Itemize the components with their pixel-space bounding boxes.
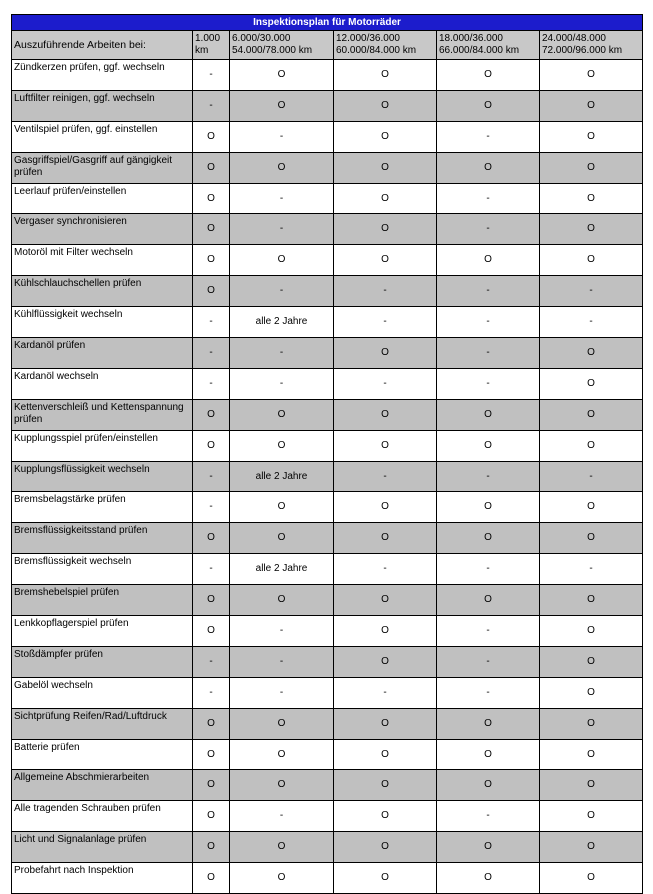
interval-cell-3: O <box>334 430 437 461</box>
interval-cell-3: O <box>334 183 437 214</box>
interval-cell-4: O <box>437 245 540 276</box>
interval-cell-5: O <box>540 368 643 399</box>
interval-cell-5: O <box>540 214 643 245</box>
table-row <box>12 708 643 739</box>
interval-cell-3: - <box>334 554 437 585</box>
interval-cell-2: O <box>230 90 334 121</box>
interval-cell-5: O <box>540 121 643 152</box>
interval-cell-1: O <box>193 183 230 214</box>
task-cell: Alle tragenden Schrauben prüfen <box>12 801 193 832</box>
interval-cell-4: - <box>437 121 540 152</box>
task-cell: Kupplungsspiel prüfen/einstellen <box>12 430 193 461</box>
interval-cell-5: O <box>540 863 643 894</box>
interval-cell-1: O <box>193 739 230 770</box>
interval-cell-4: - <box>437 183 540 214</box>
interval-cell-1: - <box>193 461 230 492</box>
interval-cell-1: O <box>193 152 230 183</box>
task-cell: Kardanöl prüfen <box>12 338 193 369</box>
table-row <box>12 245 643 276</box>
task-cell: Vergaser synchronisieren <box>12 214 193 245</box>
interval-cell-5: - <box>540 554 643 585</box>
table-row <box>12 214 643 245</box>
task-cell: Sichtprüfung Reifen/Rad/Luftdruck <box>12 708 193 739</box>
interval-cell-5: O <box>540 338 643 369</box>
interval-cell-1: O <box>193 523 230 554</box>
table-row <box>12 90 643 121</box>
interval-cell-4: O <box>437 90 540 121</box>
interval-cell-3: - <box>334 677 437 708</box>
task-cell: Kupplungsflüssigkeit wechseln <box>12 461 193 492</box>
task-cell: Bremsflüssigkeit wechseln <box>12 554 193 585</box>
interval-cell-3: O <box>334 646 437 677</box>
interval-cell-5: O <box>540 677 643 708</box>
interval-cell-2: alle 2 Jahre <box>230 461 334 492</box>
interval-cell-2: - <box>230 368 334 399</box>
interval-cell-3: O <box>334 523 437 554</box>
interval-cell-4: O <box>437 523 540 554</box>
table-row <box>12 739 643 770</box>
interval-cell-5: O <box>540 492 643 523</box>
interval-cell-4: O <box>437 708 540 739</box>
interval-cell-4: - <box>437 214 540 245</box>
interval-cell-3: - <box>334 276 437 307</box>
interval-cell-2: - <box>230 338 334 369</box>
header-tasks: Auszuführende Arbeiten bei: <box>12 31 193 60</box>
interval-cell-4: - <box>437 368 540 399</box>
interval-cell-1: - <box>193 492 230 523</box>
interval-cell-2: - <box>230 677 334 708</box>
interval-cell-4: O <box>437 430 540 461</box>
interval-cell-4: - <box>437 338 540 369</box>
interval-cell-5: O <box>540 770 643 801</box>
interval-cell-4: O <box>437 60 540 91</box>
interval-cell-3: - <box>334 368 437 399</box>
interval-cell-4: O <box>437 399 540 430</box>
interval-cell-3: O <box>334 90 437 121</box>
header-interval-2: 6.000/30.000 54.000/78.000 km <box>230 31 334 60</box>
interval-cell-3: - <box>334 461 437 492</box>
interval-cell-4: O <box>437 492 540 523</box>
table-row <box>12 646 643 677</box>
interval-cell-1: - <box>193 368 230 399</box>
table-row <box>12 307 643 338</box>
interval-cell-1: - <box>193 90 230 121</box>
header-interval-1: 1.000 km <box>193 31 230 60</box>
interval-cell-3: O <box>334 245 437 276</box>
table-row <box>12 832 643 863</box>
task-cell: Stoßdämpfer prüfen <box>12 646 193 677</box>
table-body <box>12 60 643 894</box>
interval-cell-2: O <box>230 832 334 863</box>
interval-cell-1: O <box>193 214 230 245</box>
interval-cell-4: O <box>437 770 540 801</box>
table-title: Inspektionsplan für Motorräder <box>12 15 643 31</box>
interval-cell-5: O <box>540 399 643 430</box>
interval-cell-2: O <box>230 245 334 276</box>
table-row <box>12 338 643 369</box>
table-row <box>12 60 643 91</box>
task-cell: Licht und Signalanlage prüfen <box>12 832 193 863</box>
interval-cell-2: O <box>230 523 334 554</box>
interval-cell-5: O <box>540 60 643 91</box>
interval-cell-4: - <box>437 616 540 647</box>
task-cell: Batterie prüfen <box>12 739 193 770</box>
interval-cell-2: O <box>230 60 334 91</box>
interval-cell-4: O <box>437 152 540 183</box>
interval-cell-4: O <box>437 585 540 616</box>
interval-cell-3: O <box>334 399 437 430</box>
interval-cell-5: O <box>540 245 643 276</box>
interval-cell-2: O <box>230 585 334 616</box>
table-row <box>12 492 643 523</box>
interval-cell-5: O <box>540 523 643 554</box>
task-cell: Lenkkopflagerspiel prüfen <box>12 616 193 647</box>
table-row <box>12 399 643 430</box>
task-cell: Kühlschlauchschellen prüfen <box>12 276 193 307</box>
interval-cell-5: - <box>540 461 643 492</box>
header-interval-3: 12.000/36.000 60.000/84.000 km <box>334 31 437 60</box>
interval-cell-1: - <box>193 307 230 338</box>
task-cell: Luftfilter reinigen, ggf. wechseln <box>12 90 193 121</box>
task-cell: Motoröl mit Filter wechseln <box>12 245 193 276</box>
interval-cell-2: O <box>230 152 334 183</box>
interval-cell-2: O <box>230 863 334 894</box>
interval-cell-1: O <box>193 399 230 430</box>
interval-cell-3: O <box>334 801 437 832</box>
task-cell: Kettenverschleiß und Kettenspannung prüfen <box>12 399 193 430</box>
interval-cell-1: O <box>193 832 230 863</box>
table-row <box>12 616 643 647</box>
table-row <box>12 368 643 399</box>
interval-cell-5: O <box>540 430 643 461</box>
interval-cell-1: - <box>193 677 230 708</box>
interval-cell-3: O <box>334 492 437 523</box>
interval-cell-2: O <box>230 430 334 461</box>
task-cell: Bremsbelagstärke prüfen <box>12 492 193 523</box>
interval-cell-3: O <box>334 152 437 183</box>
interval-cell-3: O <box>334 60 437 91</box>
interval-cell-2: - <box>230 214 334 245</box>
inspection-plan-table <box>11 14 643 894</box>
interval-cell-3: O <box>334 214 437 245</box>
interval-cell-3: O <box>334 616 437 647</box>
table-row <box>12 770 643 801</box>
interval-cell-2: - <box>230 276 334 307</box>
interval-cell-5: O <box>540 739 643 770</box>
interval-cell-2: O <box>230 739 334 770</box>
interval-cell-2: O <box>230 492 334 523</box>
task-cell: Bremsflüssigkeitsstand prüfen <box>12 523 193 554</box>
interval-cell-2: O <box>230 399 334 430</box>
task-cell: Bremshebelspiel prüfen <box>12 585 193 616</box>
table-row <box>12 152 643 183</box>
interval-cell-3: O <box>334 863 437 894</box>
interval-cell-1: O <box>193 121 230 152</box>
interval-cell-1: O <box>193 616 230 647</box>
interval-cell-3: O <box>334 708 437 739</box>
interval-cell-5: O <box>540 183 643 214</box>
interval-cell-2: - <box>230 121 334 152</box>
table-row <box>12 554 643 585</box>
interval-cell-1: - <box>193 646 230 677</box>
interval-cell-3: O <box>334 770 437 801</box>
interval-cell-2: - <box>230 183 334 214</box>
table-row <box>12 121 643 152</box>
interval-cell-1: - <box>193 554 230 585</box>
task-cell: Ventilspiel prüfen, ggf. einstellen <box>12 121 193 152</box>
table-row <box>12 430 643 461</box>
interval-cell-4: - <box>437 801 540 832</box>
table-row <box>12 585 643 616</box>
interval-cell-5: O <box>540 801 643 832</box>
interval-cell-2: alle 2 Jahre <box>230 554 334 585</box>
interval-cell-3: O <box>334 832 437 863</box>
table-row <box>12 276 643 307</box>
interval-cell-4: O <box>437 739 540 770</box>
interval-cell-4: - <box>437 307 540 338</box>
interval-cell-3: O <box>334 585 437 616</box>
interval-cell-4: - <box>437 461 540 492</box>
task-cell: Gabelöl wechseln <box>12 677 193 708</box>
interval-cell-2: - <box>230 646 334 677</box>
header-interval-5: 24.000/48.000 72.000/96.000 km <box>540 31 643 60</box>
interval-cell-3: - <box>334 307 437 338</box>
interval-cell-2: O <box>230 708 334 739</box>
interval-cell-2: - <box>230 801 334 832</box>
task-cell: Kardanöl wechseln <box>12 368 193 399</box>
interval-cell-5: O <box>540 832 643 863</box>
table-row <box>12 523 643 554</box>
interval-cell-3: O <box>334 338 437 369</box>
table-row <box>12 863 643 894</box>
table-row <box>12 461 643 492</box>
interval-cell-4: - <box>437 276 540 307</box>
table-row <box>12 677 643 708</box>
interval-cell-3: O <box>334 739 437 770</box>
interval-cell-5: O <box>540 646 643 677</box>
task-cell: Allgemeine Abschmierarbeiten <box>12 770 193 801</box>
interval-cell-1: O <box>193 708 230 739</box>
interval-cell-1: - <box>193 338 230 369</box>
header-interval-4: 18.000/36.000 66.000/84.000 km <box>437 31 540 60</box>
interval-cell-1: - <box>193 60 230 91</box>
interval-cell-4: - <box>437 646 540 677</box>
interval-cell-5: - <box>540 307 643 338</box>
task-cell: Probefahrt nach Inspektion <box>12 863 193 894</box>
interval-cell-1: O <box>193 801 230 832</box>
task-cell: Gasgriffspiel/Gasgriff auf gängigkeit prüfen <box>12 152 193 183</box>
interval-cell-5: O <box>540 585 643 616</box>
table-row <box>12 183 643 214</box>
interval-cell-5: O <box>540 90 643 121</box>
interval-cell-5: - <box>540 276 643 307</box>
interval-cell-5: O <box>540 152 643 183</box>
task-cell: Kühlflüssigkeit wechseln <box>12 307 193 338</box>
task-cell: Zündkerzen prüfen, ggf. wechseln <box>12 60 193 91</box>
interval-cell-1: O <box>193 863 230 894</box>
header-row <box>12 31 643 60</box>
interval-cell-2: O <box>230 770 334 801</box>
interval-cell-4: - <box>437 677 540 708</box>
interval-cell-1: O <box>193 245 230 276</box>
interval-cell-2: alle 2 Jahre <box>230 307 334 338</box>
interval-cell-4: O <box>437 832 540 863</box>
interval-cell-4: - <box>437 554 540 585</box>
interval-cell-5: O <box>540 616 643 647</box>
task-cell: Leerlauf prüfen/einstellen <box>12 183 193 214</box>
interval-cell-1: O <box>193 430 230 461</box>
interval-cell-1: O <box>193 585 230 616</box>
interval-cell-3: O <box>334 121 437 152</box>
title-row <box>12 15 643 31</box>
interval-cell-1: O <box>193 276 230 307</box>
interval-cell-2: - <box>230 616 334 647</box>
interval-cell-1: O <box>193 770 230 801</box>
interval-cell-5: O <box>540 708 643 739</box>
table-row <box>12 801 643 832</box>
interval-cell-4: O <box>437 863 540 894</box>
